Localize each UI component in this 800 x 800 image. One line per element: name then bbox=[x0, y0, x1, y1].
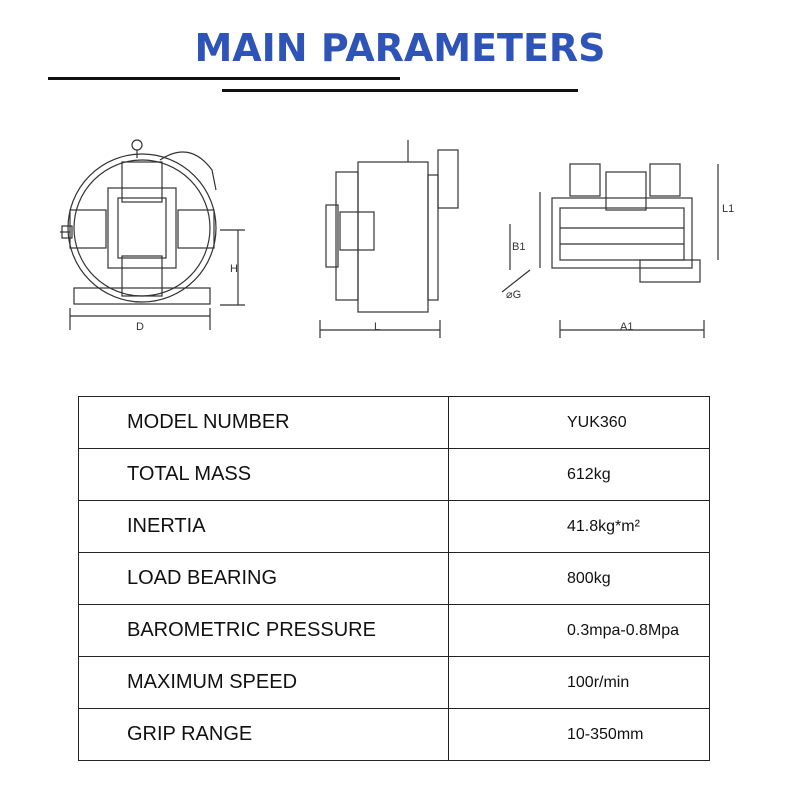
dim-label-h: H bbox=[230, 263, 238, 275]
title-underline-left bbox=[48, 77, 400, 80]
spec-label: TOTAL MASS bbox=[79, 449, 449, 501]
table-row bbox=[79, 657, 710, 709]
table-row bbox=[79, 397, 710, 449]
spec-table bbox=[78, 396, 710, 761]
dim-label-a1: A1 bbox=[620, 321, 634, 333]
spec-label: GRIP RANGE bbox=[79, 709, 449, 761]
right-view-drawing bbox=[502, 164, 718, 338]
spec-value: 10-350mm bbox=[449, 709, 710, 761]
spec-value: 41.8kg*m² bbox=[449, 501, 710, 553]
dim-label-g: ⌀G bbox=[506, 289, 522, 301]
spec-value: YUK360 bbox=[449, 397, 710, 449]
spec-label: BAROMETRIC PRESSURE bbox=[79, 605, 449, 657]
page-title: MAIN PARAMETERS bbox=[194, 26, 606, 70]
spec-label: INERTIA bbox=[79, 501, 449, 553]
spec-value: 0.3mpa-0.8Mpa bbox=[449, 605, 710, 657]
spec-label: LOAD BEARING bbox=[79, 553, 449, 605]
dim-label-l: L bbox=[374, 321, 381, 333]
title-underline-right bbox=[222, 89, 578, 92]
table-row bbox=[79, 605, 710, 657]
table-row bbox=[79, 449, 710, 501]
spec-label: MODEL NUMBER bbox=[79, 397, 449, 449]
spec-value: 800kg bbox=[449, 553, 710, 605]
side-view-drawing bbox=[320, 140, 458, 338]
spec-value: 612kg bbox=[449, 449, 710, 501]
dim-label-l1: L1 bbox=[722, 203, 735, 215]
dim-label-b1: B1 bbox=[512, 241, 526, 253]
dim-label-d: D bbox=[136, 321, 144, 333]
front-view-drawing bbox=[60, 140, 245, 330]
table-row bbox=[79, 553, 710, 605]
spec-label: MAXIMUM SPEED bbox=[79, 657, 449, 709]
table-row bbox=[79, 501, 710, 553]
table-row bbox=[79, 709, 710, 761]
technical-drawings bbox=[40, 120, 760, 360]
spec-value: 100r/min bbox=[449, 657, 710, 709]
